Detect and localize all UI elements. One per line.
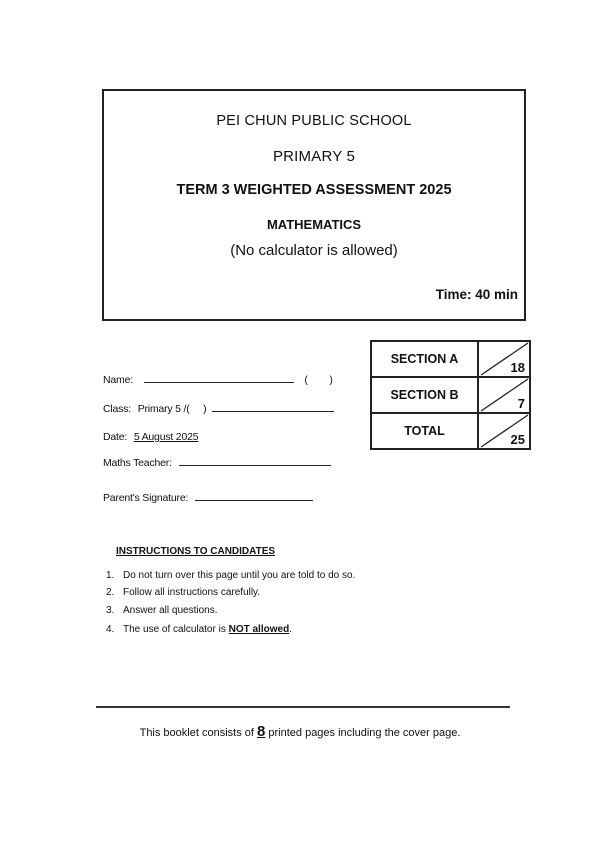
signature-line[interactable] — [195, 500, 313, 501]
index-number-paren[interactable]: ( ) — [304, 374, 333, 386]
signature-label: Parent's Signature: — [103, 492, 189, 504]
score-label: TOTAL — [371, 413, 478, 449]
instruction-number: 4. — [106, 624, 115, 635]
name-label: Name: — [103, 374, 133, 386]
date-value: 5 August 2025 — [133, 431, 199, 443]
time-allowed: Time: 40 min — [435, 287, 518, 302]
divider — [96, 706, 510, 708]
subject: MATHEMATICS — [266, 217, 362, 232]
instruction-number: 2. — [106, 587, 115, 598]
date-label: Date: — [103, 431, 128, 443]
instruction-text: The use of calculator is — [123, 624, 229, 635]
instruction-number: 1. — [106, 570, 115, 581]
instruction-text: Follow all instructions carefully. — [123, 587, 261, 598]
instruction-item — [106, 570, 355, 581]
class-label: Class: — [103, 403, 131, 415]
page-count-note — [0, 723, 600, 740]
score-row-total — [371, 413, 530, 449]
class-value: Primary 5 /( ) — [137, 403, 207, 415]
score-max: 7 — [517, 396, 525, 411]
score-table — [370, 340, 531, 450]
score-cell[interactable] — [478, 413, 530, 449]
score-row-section-a — [371, 341, 530, 377]
name-field[interactable] — [103, 374, 333, 386]
score-max: 25 — [510, 432, 525, 447]
class-field[interactable] — [103, 403, 334, 415]
score-cell[interactable] — [478, 377, 530, 413]
footer-after: printed pages including the cover page. — [265, 727, 461, 739]
instruction-item — [106, 624, 292, 635]
header-box — [102, 89, 526, 321]
instruction-end: . — [289, 624, 292, 635]
instruction-number: 3. — [106, 605, 115, 616]
instruction-item — [106, 587, 260, 598]
page-count: 8 — [256, 723, 266, 740]
instruction-text: Answer all questions. — [123, 605, 218, 616]
date-field — [103, 431, 198, 443]
teacher-line[interactable] — [179, 465, 331, 466]
name-line[interactable] — [144, 382, 294, 383]
class-line[interactable] — [212, 411, 334, 412]
teacher-label: Maths Teacher: — [103, 457, 172, 469]
instructions-title: INSTRUCTIONS TO CANDIDATES — [116, 546, 276, 557]
score-row-section-b — [371, 377, 530, 413]
signature-field[interactable] — [103, 492, 313, 504]
level: PRIMARY 5 — [272, 148, 356, 165]
calculator-note: (No calculator is allowed) — [230, 242, 398, 259]
instruction-emphasis: NOT allowed — [228, 624, 290, 635]
instruction-text: Do not turn over this page until you are told to do so. — [123, 570, 356, 581]
score-max: 18 — [510, 360, 525, 375]
instruction-item — [106, 605, 218, 616]
score-cell[interactable] — [478, 341, 530, 377]
assessment-title: TERM 3 WEIGHTED ASSESSMENT 2025 — [176, 182, 452, 198]
footer-before: This booklet consists of — [139, 727, 257, 739]
school-name: PEI CHUN PUBLIC SCHOOL — [216, 113, 412, 129]
teacher-field[interactable] — [103, 457, 331, 469]
score-label: SECTION A — [371, 341, 478, 377]
score-label: SECTION B — [371, 377, 478, 413]
